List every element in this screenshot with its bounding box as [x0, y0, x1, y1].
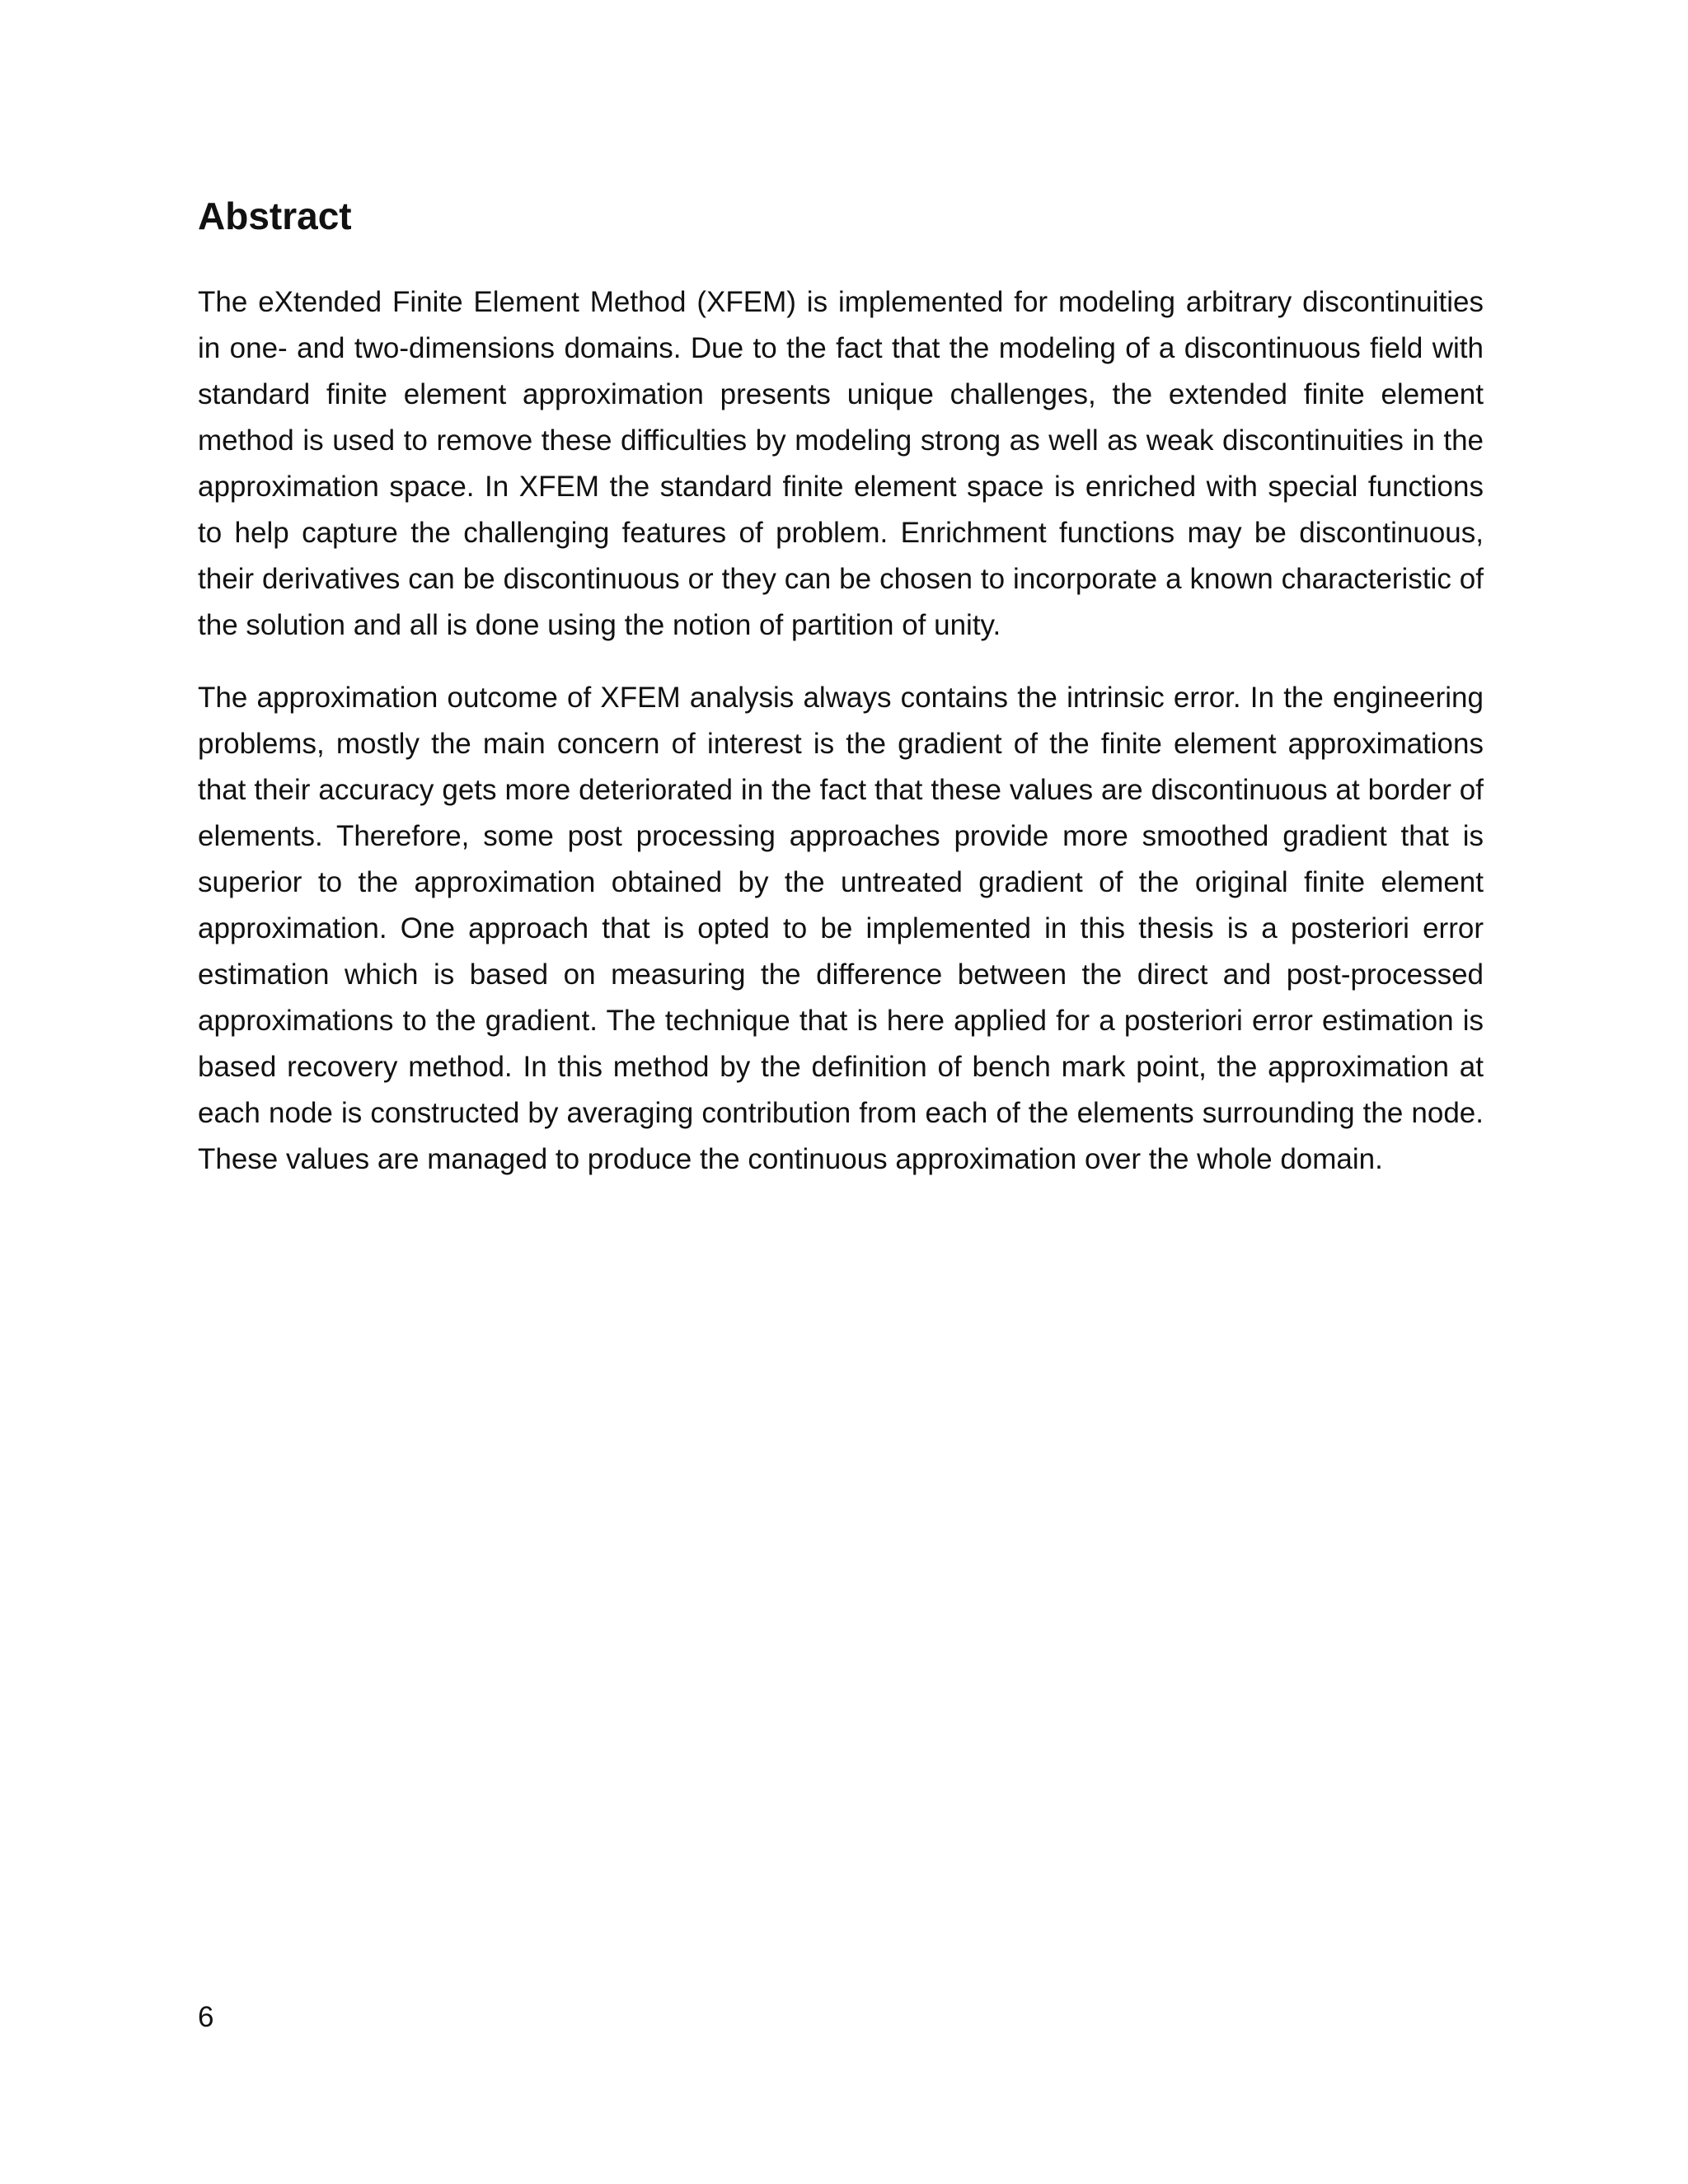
- page-number: 6: [198, 2001, 214, 2033]
- page-content: [198, 194, 1484, 1183]
- abstract-paragraph-1: The eXtended Finite Element Method (XFEM) is implemented for modeling arbitrary discontinuities in one- and two-dimensions domains. Due to the fact that the modeling of a discontinuous field with standard finite element approximation presents unique challenges, the extended finite element method is used to remove these difficulties by modeling strong as well as weak discontinuities in the approximation space. In XFEM the standard finite element space is enriched with special functions to help capture the challenging features of problem. Enrichment functions may be discontinuous, their derivatives can be discontinuous or they can be chosen to incorporate a known characteristic of the solution and all is done using the notion of partition of unity.: [198, 285, 1484, 641]
- section-heading: Abstract: [198, 194, 352, 237]
- abstract-paragraph-2: The approximation outcome of XFEM analysis always contains the intrinsic error. In the engineering problems, mostly the main concern of interest is the gradient of the finite element approximations that their accuracy gets more deteriorated in the fact that these values are discontinuous at border of elements. Therefore, some post processing approaches provide more smoothed gradient that is superior to the approximation obtained by the untreated gradient of the original finite element approximation. One approach that is opted to be implemented in this thesis is a posteriori error estimation which is based on measuring the difference between the direct and post-processed approximations to the gradient. The technique that is here applied for a posteriori error estimation is based recovery method. In this method by the definition of bench mark point, the approximation at each node is constructed by averaging contribution from each of the elements surrounding the node. These values are managed to produce the continuous approximation over the whole domain.: [198, 681, 1484, 1175]
